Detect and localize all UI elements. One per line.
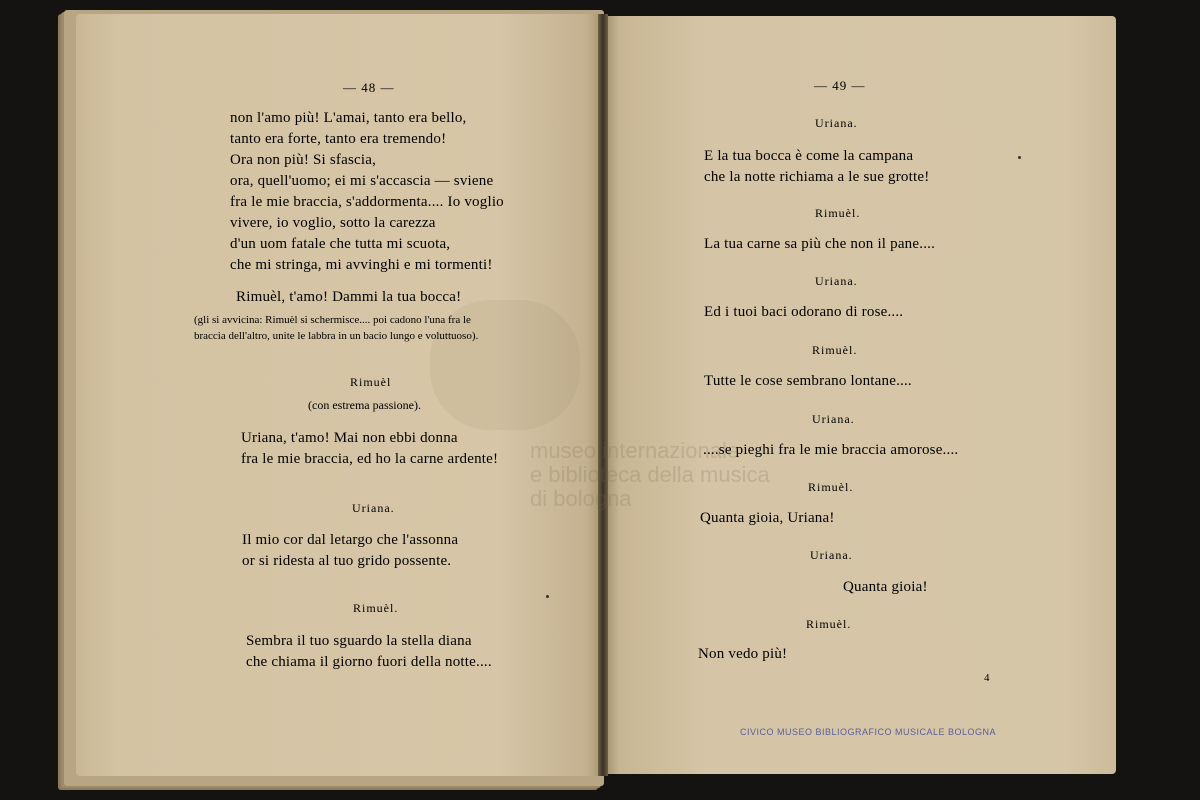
verse-line: non l'amo più! L'amai, tanto era bello,: [230, 110, 467, 126]
signature-mark: 4: [984, 672, 990, 684]
verse-line: fra le mie braccia, s'addormenta.... Io voglio: [230, 194, 504, 210]
verse-line: tanto era forte, tanto era tremendo!: [230, 131, 447, 147]
book-gutter: [598, 14, 608, 776]
paper-speck: [1018, 156, 1021, 159]
stage-direction: (gli si avvicina: Rimuèl si schermisce.... poi cadono l'una fra le: [194, 314, 471, 326]
speaker-name: Rimuèl.: [812, 343, 858, 357]
library-stamp: CIVICO MUSEO BIBLIOGRAFICO MUSICALE BOLOGNA: [740, 727, 997, 737]
verse-line: fra le mie braccia, ed ho la carne ardente!: [241, 451, 499, 467]
verse-line: E la tua bocca è come la campana: [704, 148, 914, 164]
verse-line: d'un uom fatale che tutta mi scuota,: [230, 236, 451, 252]
speaker-name: Rimuèl.: [353, 601, 399, 615]
verse-line: Uriana, t'amo! Mai non ebbi donna: [241, 430, 458, 446]
speaker-name: Rimuèl: [350, 375, 392, 389]
page-number-left: — 48 —: [343, 80, 395, 95]
verse-line: or si ridesta al tuo grido possente.: [242, 553, 452, 569]
verse-line: Quanta gioia!: [843, 579, 928, 595]
watermark-line-2: e biblioteca della musica: [530, 462, 770, 487]
speaker-name: Rimuèl.: [806, 617, 852, 631]
speaker-name: Rimuèl.: [815, 206, 861, 220]
paper-speck: [546, 595, 549, 598]
speaker-name: Uriana.: [810, 548, 853, 562]
speaker-name: Uriana.: [815, 116, 858, 130]
verse-line: che la notte richiama a le sue grotte!: [704, 169, 930, 185]
verse-line: che chiama il giorno fuori della notte....: [246, 654, 492, 670]
page-number-right: — 49 —: [814, 78, 866, 93]
right-page: [604, 16, 1116, 774]
verse-line: Il mio cor dal letargo che l'assonna: [242, 532, 459, 548]
verse-line: Sembra il tuo sguardo la stella diana: [246, 633, 472, 649]
stage-direction: (con estrema passione).: [308, 398, 421, 412]
verse-line: Rimuèl, t'amo! Dammi la tua bocca!: [236, 289, 462, 305]
watermark-line-3: di bologna: [530, 486, 632, 511]
speaker-name: Uriana.: [812, 412, 855, 426]
speaker-name: Uriana.: [815, 274, 858, 288]
watermark-line-1: museo internazionale: [530, 438, 740, 463]
verse-line: ora, quell'uomo; ei mi s'accascia — sviene: [230, 173, 494, 189]
verse-line: Non vedo più!: [698, 646, 788, 662]
verse-line: Ed i tuoi baci odorano di rose....: [704, 304, 904, 320]
speaker-name: Uriana.: [352, 501, 395, 515]
speaker-name: Rimuèl.: [808, 480, 854, 494]
verse-line: La tua carne sa più che non il pane....: [704, 236, 936, 252]
verse-line: vivere, io voglio, sotto la carezza: [230, 215, 436, 231]
verse-line: Quanta gioia, Uriana!: [700, 510, 835, 526]
verse-line: che mi stringa, mi avvinghi e mi tormenti!: [230, 257, 493, 273]
verse-line: ....se pieghi fra le mie braccia amorose....: [703, 442, 959, 458]
stage-direction: braccia dell'altro, unite le labbra in un bacio lungo e voluttuoso).: [194, 330, 479, 342]
verse-line: Ora non più! Si sfascia,: [230, 152, 377, 168]
verse-line: Tutte le cose sembrano lontane....: [704, 373, 912, 389]
